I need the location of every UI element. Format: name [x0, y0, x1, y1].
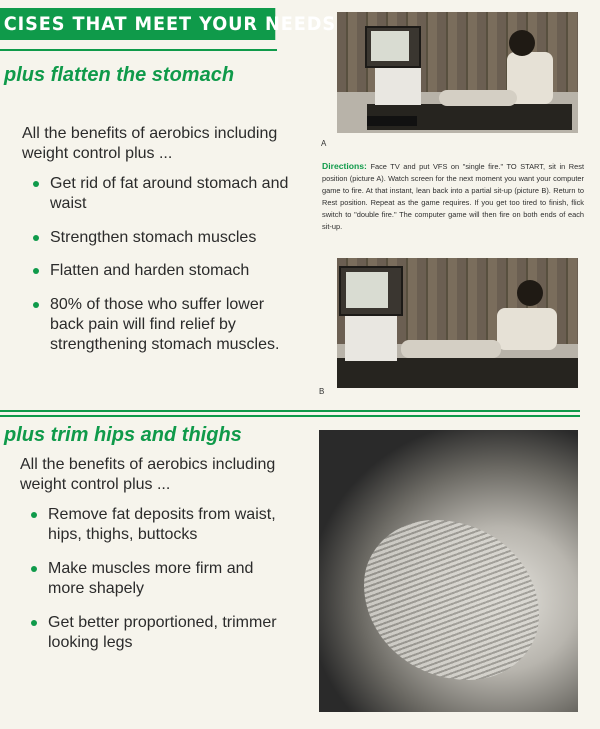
photo-b-label: B [319, 387, 325, 396]
list-item: Strengthen stomach muscles [30, 228, 292, 248]
section-banner: CISES THAT MEET YOUR NEEDS [0, 8, 275, 40]
situp-lean-photo [337, 258, 578, 388]
section-divider [0, 415, 580, 417]
list-item: Remove fat deposits from waist, hips, thighs, buttocks [28, 505, 290, 545]
stomach-intro: All the benefits of aerobics including weight control plus ... [22, 125, 278, 162]
photo-a-label: A [321, 139, 327, 148]
hips-benefits-list [28, 505, 290, 667]
bullet-icon [33, 235, 39, 241]
stomach-benefits-list [30, 174, 292, 369]
banner-rule [0, 49, 277, 51]
section-divider [0, 410, 580, 412]
hips-photo [319, 430, 578, 712]
hips-heading: plus trim hips and thighs [4, 424, 242, 446]
hips-intro: All the benefits of aerobics including weight control plus ... [20, 456, 276, 493]
bullet-icon [31, 512, 37, 518]
directions-text: Directions: Face TV and put VFS on "single fire." TO START, sit in Rest position (picture A). Watch screen for the next moment you want your computer game to fire. At that instant, lean back into a partial sit-up (picture B). Return to Rest position. Repeat as the game requires. If you get too tired to finish, flick switch to "double fire." The computer game will then fire on both ends of each sit-up. [322, 161, 584, 231]
list-item: Make muscles more firm and more shapely [28, 559, 290, 599]
directions-label: Directions: [322, 161, 367, 171]
situp-rest-photo [337, 12, 578, 133]
list-item: Flatten and harden stomach [30, 261, 292, 281]
list-item: 80% of those who suffer lower back pain will find relief by strengthening stomach muscles. [30, 295, 292, 355]
list-item: Get better proportioned, trimmer looking legs [28, 613, 290, 653]
bullet-icon [31, 566, 37, 572]
list-item: Get rid of fat around stomach and waist [30, 174, 292, 214]
stomach-heading: plus flatten the stomach [4, 64, 235, 86]
bullet-icon [31, 620, 37, 626]
bullet-icon [33, 268, 39, 274]
bullet-icon [33, 181, 39, 187]
bullet-icon [33, 302, 39, 308]
